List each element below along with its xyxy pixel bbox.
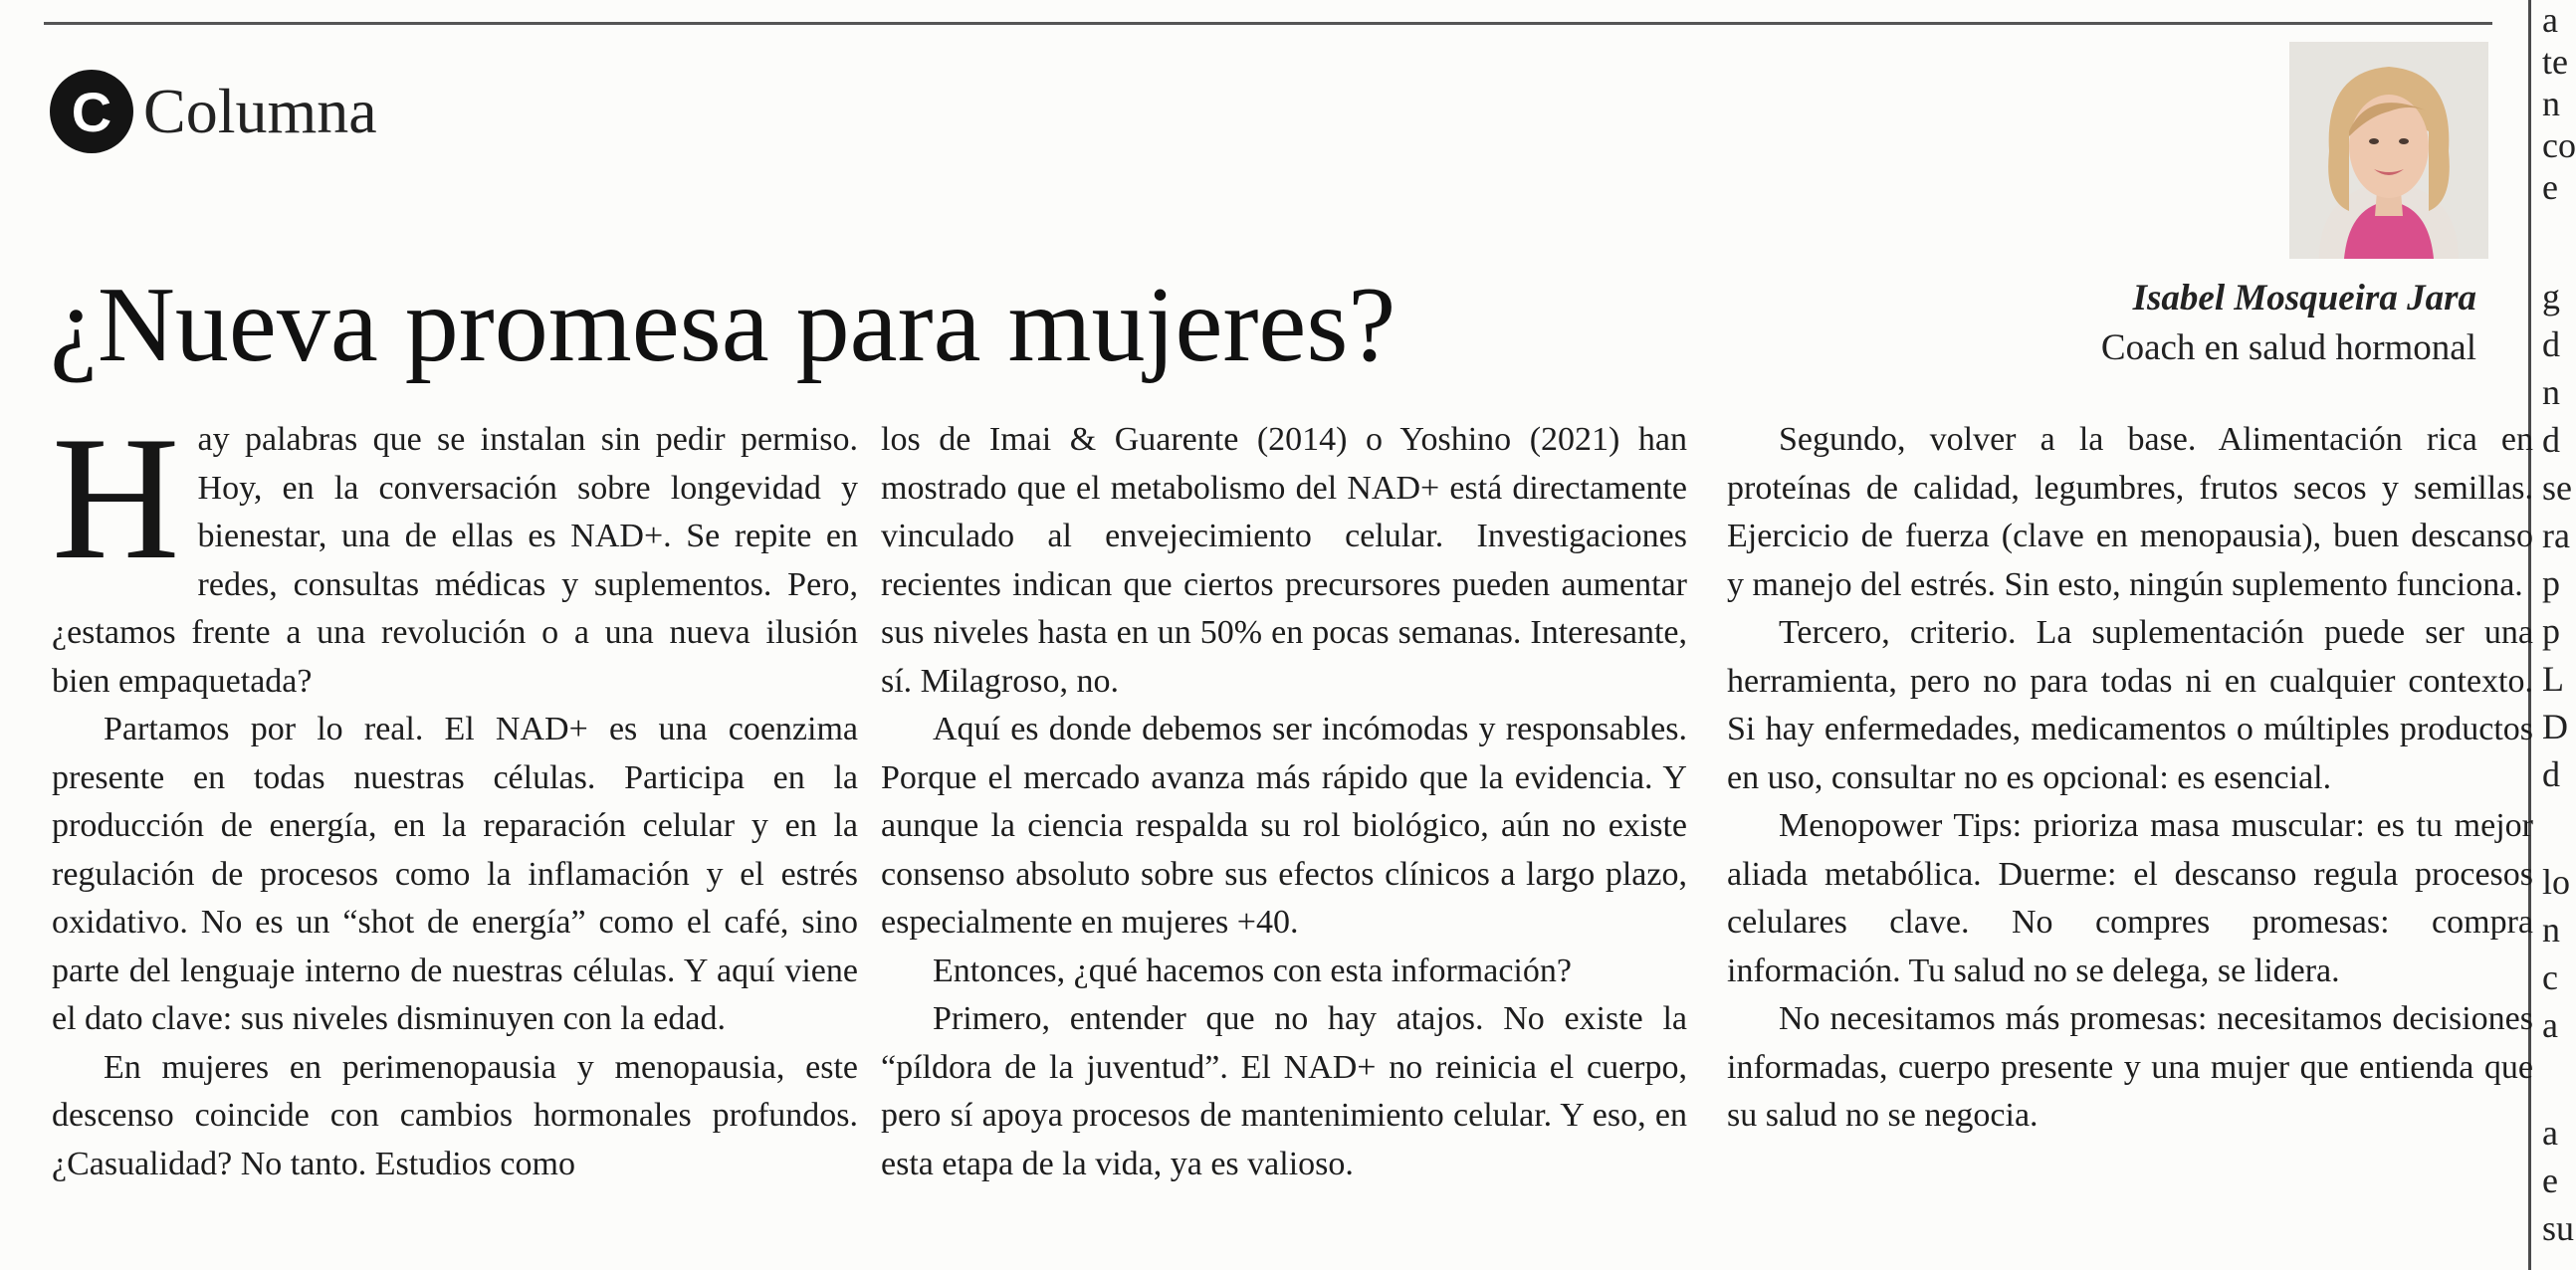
adjacent-text-fragment: a xyxy=(2542,1005,2558,1045)
adjacent-text-fragment: su xyxy=(2542,1208,2575,1248)
adjacent-text-fragment: d xyxy=(2542,754,2560,794)
paragraph-text: ay palabras que se instalan sin pedir permiso. Hoy, en la conversación sobre longevidad y bienestar, una de ellas es NAD+. Se repite en redes, consultas médicas y suplementos. Pero, ¿estamos frente a una revolución o a una nueva ilusión bien empaquetada? xyxy=(52,421,858,700)
adjacent-text-fragment: D xyxy=(2542,707,2568,746)
adjacent-text-fragment: n xyxy=(2542,84,2560,123)
adjacent-article-edge xyxy=(2540,0,2576,1270)
adjacent-text-fragment: L xyxy=(2542,659,2564,699)
paragraph: Aquí es donde debemos ser incómodas y responsables. Porque el mercado avanza más rápido que la evidencia. Y aunque la ciencia respalda su rol biológico, aún no existe consenso absoluto sobre sus efectos clínicos a largo plazo, especialmente en mujeres +40. xyxy=(881,711,1687,941)
paragraph xyxy=(52,399,858,706)
adjacent-text-fragment: a xyxy=(2542,1113,2558,1153)
paragraph: Partamos por lo real. El NAD+ es una coenzima presente en todas nuestras células. Participa en la producción de energía, en la reparación celular y en la regulación de procesos como la inflamación y el estrés oxidativo. No es un “shot de energía” como el café, sino parte del lenguaje interno de nuestras células. Y aquí viene el dato clave: sus niveles disminuyen con la edad. xyxy=(52,711,858,1037)
author-name: Isabel Mosqueira Jara xyxy=(2132,278,2476,318)
paragraph: No necesitamos más promesas: necesitamos decisiones informadas, cuerpo presente y una mujer que entienda que su salud no se negocia. xyxy=(1727,1000,2533,1134)
top-rule xyxy=(44,22,2492,25)
section-c-icon: C xyxy=(50,70,133,153)
paragraph: Menopower Tips: prioriza masa muscular: es tu mejor aliada metabólica. Duerme: el descanso regula procesos celulares clave. No compres promesas: compra información. Tu salud no se delega, se lidera. xyxy=(1727,807,2533,989)
adjacent-text-fragment: ra xyxy=(2542,516,2570,555)
author-portrait-icon xyxy=(2289,42,2488,259)
article-column-2 xyxy=(881,416,1687,1188)
article-column-3 xyxy=(1727,416,2533,1141)
section-name: Columna xyxy=(143,76,377,146)
paragraph: Entonces, ¿qué hacemos con esta información? xyxy=(933,952,1572,989)
adjacent-text-fragment: n xyxy=(2542,910,2560,950)
adjacent-text-fragment: te xyxy=(2542,42,2568,82)
adjacent-text-fragment: n xyxy=(2542,372,2560,412)
adjacent-text-fragment: d xyxy=(2542,420,2560,460)
author-role: Coach en salud hormonal xyxy=(2100,327,2476,368)
author-photo xyxy=(2289,42,2488,259)
adjacent-text-fragment: e xyxy=(2542,167,2558,207)
adjacent-text-fragment: d xyxy=(2542,324,2560,364)
paragraph: Primero, entender que no hay atajos. No existe la “píldora de la juventud”. El NAD+ no reinicia el cuerpo, pero sí apoya procesos de mantenimiento celular. Y eso, en esta etapa de la vida, ya es valioso. xyxy=(881,1000,1687,1182)
adjacent-text-fragment: se xyxy=(2542,468,2572,508)
adjacent-text-fragment: e xyxy=(2542,1161,2558,1200)
headline: ¿Nueva promesa para mujeres? xyxy=(50,266,1396,384)
adjacent-text-fragment: lo xyxy=(2542,862,2571,902)
paragraph: Tercero, criterio. La suplementación puede ser una herramienta, pero no para todas ni en cualquier contexto. Si hay enfermedades, medicamentos o múltiples productos en uso, consultar no es opcional: es esencial. xyxy=(1727,614,2533,796)
paragraph: En mujeres en perimenopausia y menopausia, este descenso coincide con cambios hormonales profundos. ¿Casualidad? No tanto. Estudios como xyxy=(52,1048,858,1182)
adjacent-text-fragment: p xyxy=(2542,611,2560,651)
drop-cap: H xyxy=(52,399,180,596)
adjacent-text-fragment: p xyxy=(2542,563,2560,603)
adjacent-text-fragment: a xyxy=(2542,0,2558,40)
paragraph: los de Imai & Guarente (2014) o Yoshino (2021) han mostrado que el metabolismo del NAD+ está directamente vinculado al envejecimiento celular. Investigaciones recientes indican que ciertos precursores pueden aumentar sus niveles hasta en un 50% en pocas semanas. Interesante, sí. Milagroso, no. xyxy=(881,421,1687,700)
paragraph: Segundo, volver a la base. Alimentación rica en proteínas de calidad, legumbres, frutos secos y semillas. Ejercicio de fuerza (clave en menopausia), buen descanso y manejo del estrés. Sin esto, ningún suplemento funciona. xyxy=(1727,421,2533,603)
article-column-1 xyxy=(52,399,858,1188)
adjacent-text-fragment: c xyxy=(2542,957,2558,997)
adjacent-text-fragment: g xyxy=(2542,277,2560,317)
adjacent-text-fragment: co xyxy=(2542,125,2576,165)
section-label xyxy=(50,70,377,153)
